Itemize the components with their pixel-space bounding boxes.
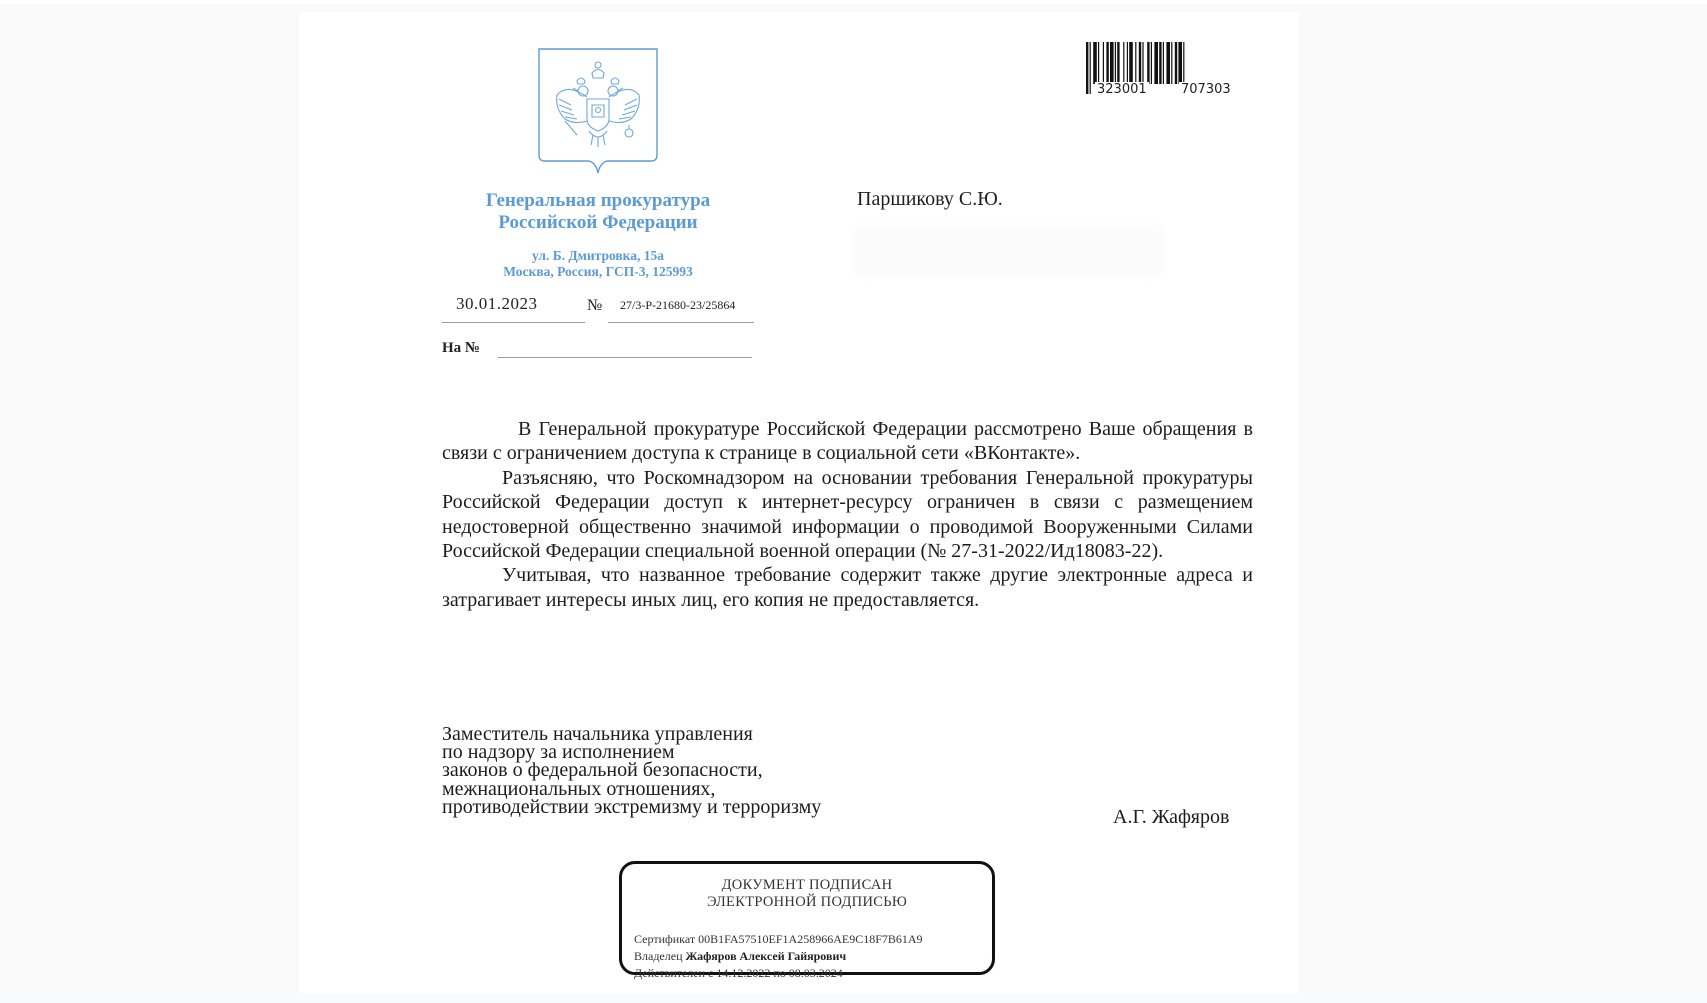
- signatory-title-line: межнациональных отношениях,: [442, 777, 716, 800]
- barcode-bar: [1098, 42, 1099, 84]
- barcode-bar: [1178, 42, 1182, 84]
- russian-coat-of-arms-icon: [537, 47, 659, 177]
- certificate-value: 00B1FA57510EF1A258966AE9C18F7B61A9: [698, 932, 923, 946]
- electronic-signature-stamp: [619, 861, 995, 980]
- barcode-bar: [1110, 42, 1114, 84]
- validity-to: 08.03.2024: [788, 966, 843, 980]
- organization-name: [429, 190, 767, 234]
- signatory-title-line: противодействии экстремизму и терроризму: [442, 795, 822, 818]
- barcode-bar: [1154, 42, 1158, 84]
- barcode-bar: [1127, 42, 1128, 84]
- barcode-bar: [1171, 42, 1172, 84]
- addressee-name: Паршикову С.Ю.: [857, 188, 1003, 210]
- stamp-certificate: [634, 932, 923, 947]
- org-name-line-2: Российской Федерации: [498, 212, 698, 233]
- stamp-heading: [622, 877, 992, 911]
- validity-label: Действителен: [634, 966, 706, 980]
- address-line-2: Москва, Россия, ГСП-3, 125993: [503, 264, 693, 279]
- barcode-bar: [1166, 42, 1170, 84]
- validity-from: 14.12.2022: [716, 966, 771, 980]
- barcode-bar: [1093, 42, 1097, 84]
- signatory-title-line: Заместитель начальника управления: [442, 723, 753, 745]
- organization-address: [429, 248, 767, 280]
- stamp-owner: [634, 949, 846, 964]
- body-paragraph-2: Разъясняю, что Роскомнадзором на основании требования Генеральной прокуратуры Российской Федерации доступ к интернет-ресурсу ограничен в связи с размещением недостоверной общественно значимой информации о проводимой Вооруженными Силами Российской Федерации специальной военной операции (№ 27-31-2022/Ид18083-22).: [442, 466, 1253, 563]
- barcode-bar: [1086, 42, 1088, 94]
- stamp-heading-line-1: ДОКУМЕНТ ПОДПИСАН: [721, 877, 893, 893]
- bottom-strip: [0, 993, 1707, 1003]
- address-line-1: ул. Б. Дмитровка, 15а: [531, 248, 664, 263]
- top-strip: [0, 0, 1707, 4]
- owner-label: Владелец: [634, 949, 683, 963]
- barcode-bar: [1159, 42, 1161, 84]
- body-paragraph-1: В Генеральной прокуратуре Российской Федерации рассмотрено Ваше обращения в связи с ограничением доступа к странице в социальной сети «ВКонтакте».: [442, 418, 1253, 465]
- barcode-bar: [1147, 42, 1149, 84]
- barcode-bar: [1117, 42, 1119, 84]
- barcode-bar: [1142, 42, 1143, 84]
- document-number: 27/3-Р-21680-23/25864: [620, 298, 736, 312]
- validity-to-label: по: [773, 966, 786, 980]
- barcode-bar: [1103, 42, 1104, 84]
- barcode-bar: [1151, 42, 1152, 84]
- date-underline: [442, 322, 585, 323]
- validity-from-label: с: [708, 966, 714, 980]
- signatory-title: [442, 725, 821, 816]
- barcode-bar: [1175, 42, 1177, 84]
- stamp-validity: [634, 966, 843, 981]
- document-page: [299, 12, 1299, 993]
- document-date: 30.01.2023: [456, 294, 538, 313]
- redacted-address-block: [854, 225, 1164, 277]
- reference-label: На №: [442, 340, 480, 356]
- signatory-title-line: по надзору за исполнением: [442, 741, 675, 764]
- reference-underline: [498, 357, 752, 358]
- barcode-bar: [1129, 42, 1133, 84]
- barcode-right-digits: 707303: [1181, 82, 1231, 97]
- owner-value: Жафяров Алексей Гайярович: [685, 949, 847, 963]
- barcode-bar: [1115, 42, 1116, 84]
- signatory-name: А.Г. Жафяров: [1113, 806, 1230, 828]
- signatory-title-line: законов о федеральной безопасности,: [442, 759, 763, 782]
- body-paragraph-3: Учитывая, что названное требование содержит также другие электронные адреса и затрагивает интересы иных лиц, его копия не предоставляется.: [442, 564, 1253, 611]
- barcode-left-digits: 323001: [1097, 82, 1147, 97]
- letter-body: [442, 417, 1253, 612]
- stamp-heading-line-2: ЭЛЕКТРОННОЙ ПОДПИСЬЮ: [706, 894, 908, 910]
- barcode-bar: [1163, 42, 1164, 84]
- barcode-bar: [1106, 42, 1108, 84]
- barcode-bar: [1123, 42, 1124, 84]
- org-name-line-1: Генеральная прокуратура: [485, 190, 711, 211]
- number-sign: №: [587, 297, 603, 314]
- number-underline: [608, 322, 754, 323]
- barcode-bar: [1090, 42, 1091, 94]
- certificate-label: Сертификат: [634, 932, 696, 946]
